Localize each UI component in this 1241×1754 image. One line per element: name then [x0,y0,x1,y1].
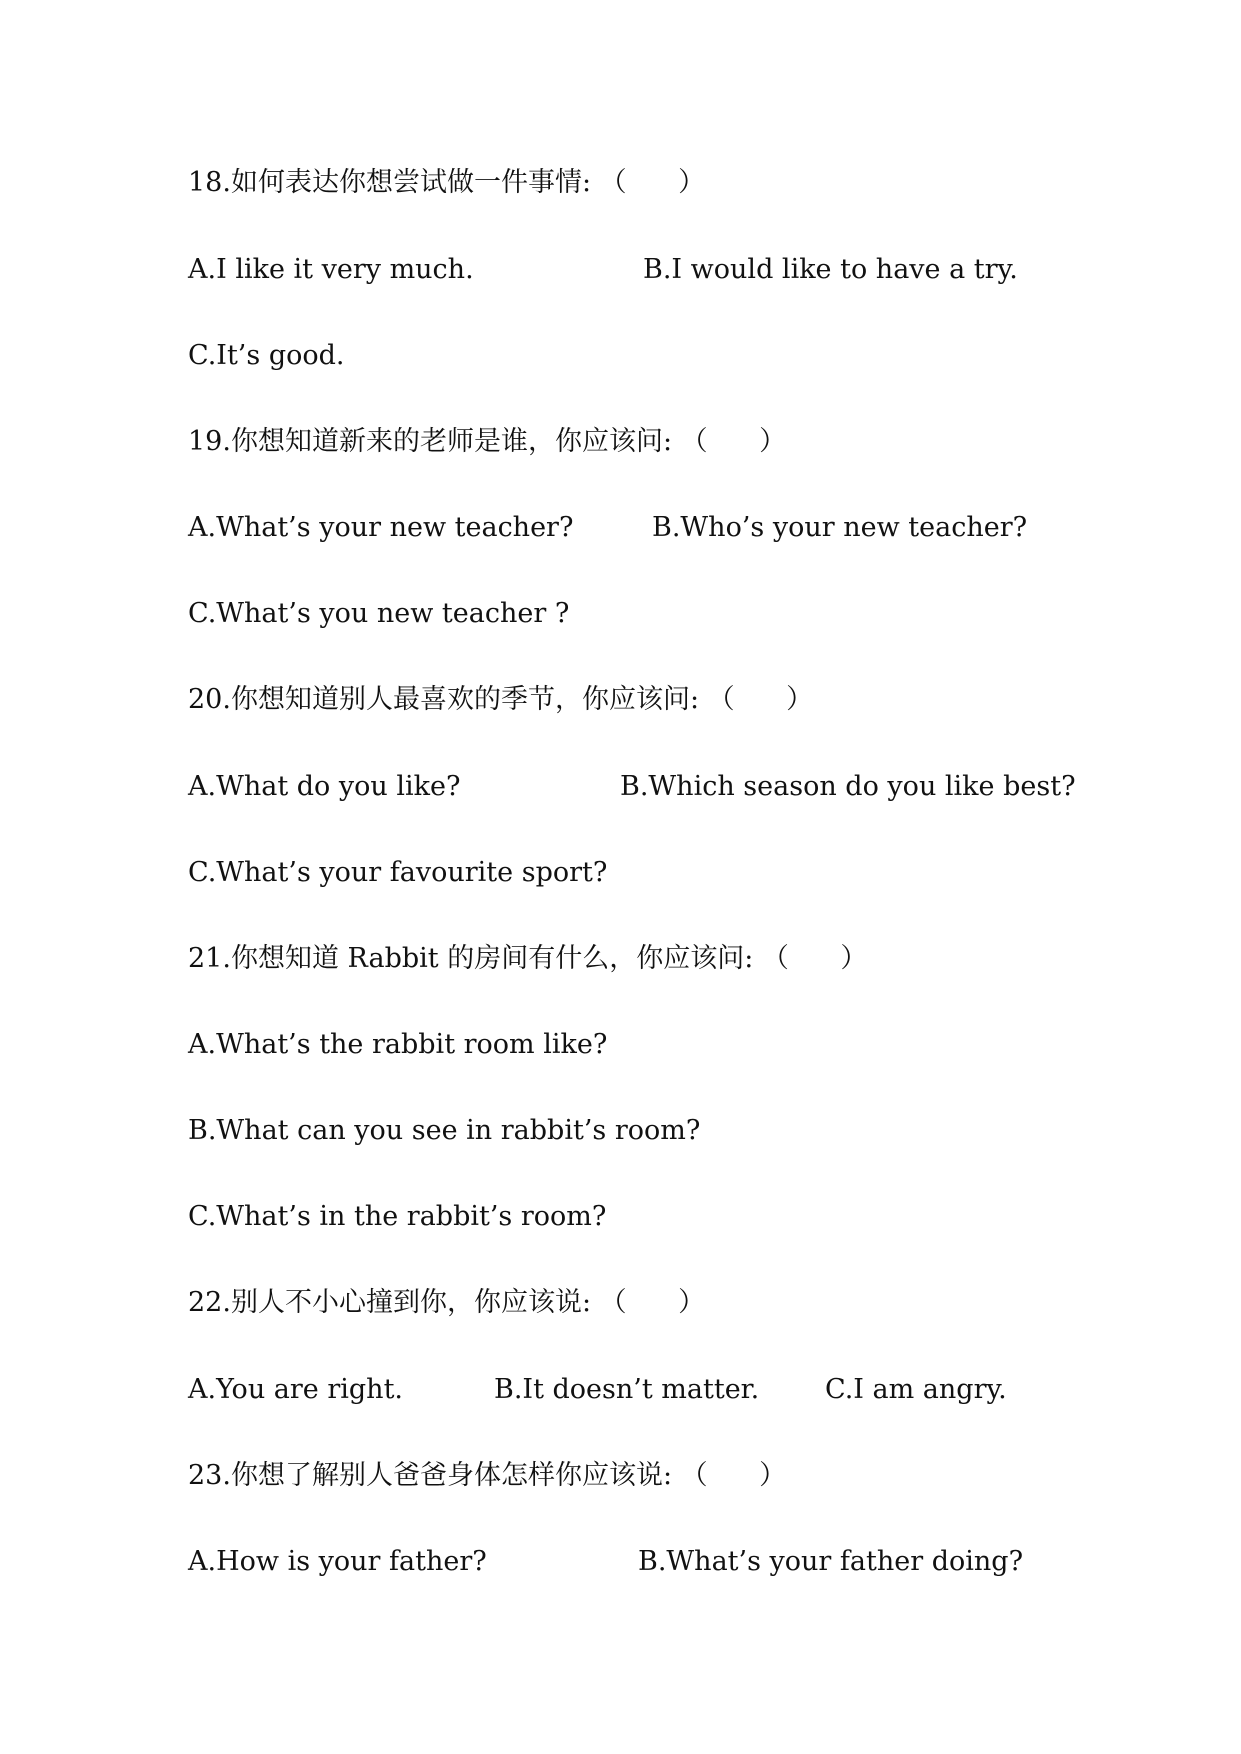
question-20-stem: 20.你想知道别人最喜欢的季节，你应该问: （ ） [188,684,814,715]
question-19-option-a: A.What’s your new teacher? [188,512,574,543]
question-19-option-c: C.What’s you new teacher ? [188,598,570,629]
question-22-option-c: C.I am angry. [825,1374,1007,1405]
question-21-option-a: A.What’s the rabbit room like? [188,1029,608,1060]
question-23-option-b: B.What’s your father doing? [638,1546,1024,1577]
question-22-stem: 22.别人不小心撞到你，你应该说: （ ） [188,1287,706,1318]
question-18-option-b: B.I would like to have a try. [643,254,1018,285]
question-23-stem: 23.你想了解别人爸爸身体怎样你应该说: （ ） [188,1460,787,1491]
question-21-option-b: B.What can you see in rabbit’s room? [188,1115,701,1146]
question-22-option-b: B.It doesn’t matter. [494,1374,760,1405]
question-18-stem: 18.如何表达你想尝试做一件事情: （ ） [188,167,706,198]
question-22-option-a: A.You are right. [188,1374,403,1405]
question-21-option-c: C.What’s in the rabbit’s room? [188,1201,607,1232]
question-19-option-b: B.Who’s your new teacher? [652,512,1028,543]
question-20-option-b: B.Which season do you like best? [620,771,1076,802]
question-18-option-c: C.It’s good. [188,340,345,371]
question-23-option-a: A.How is your father? [188,1546,487,1577]
question-18-option-a: A.I like it very much. [188,254,474,285]
question-21-stem: 21.你想知道 Rabbit 的房间有什么，你应该问: （ ） [188,943,868,974]
question-20-option-c: C.What’s your favourite sport? [188,857,608,888]
question-19-stem: 19.你想知道新来的老师是谁，你应该问: （ ） [188,426,787,457]
question-20-option-a: A.What do you like? [188,771,461,802]
